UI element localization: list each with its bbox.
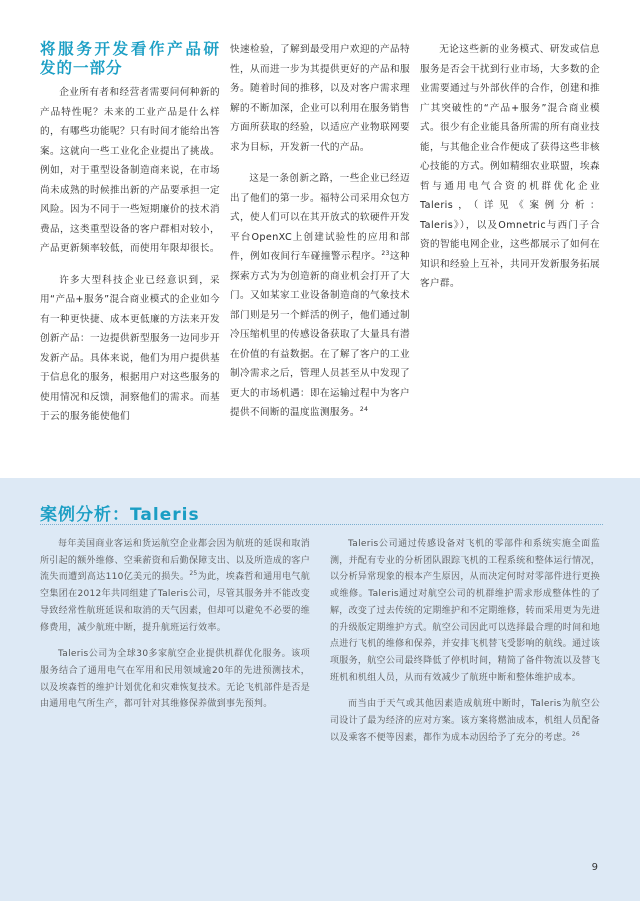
paragraph: Taleris公司为全球30多家航空企业提供机群优化服务。该项服务结合了通用电气在军用和民用领域逾20年的先进预测技术，以及埃森哲的维护计划优化和灾难恢复技术。无论飞机部件是否是由通用电气所生产，都可针对其维修保养做到事先预判。 (40, 649, 310, 710)
paragraph-text: 这是一条创新之路，一些企业已经迈出了他们的第一步。福特公司采用众包方式，使人们可以在其开放式的软硬件开发平台OpenXC上创建试验性的应用和部件，例如夜间行车碰撞警示程序。 (230, 173, 410, 262)
footnote-ref: 24 (359, 405, 369, 413)
paragraph-text: 这种探索方式为为创造新的商业机会打开了大门。又如某家工业设备制造商的气象技术部门则是另一个鲜活的例子，他们通过制冷压缩机里的传感设备获取了大量具有潜在价值的有益数据。在了解了客户的工业制冷需求之后，管理人员甚至从中发现了更大的市场机遇：即在运输过程中为客户提供不间断的温度监测服务。 (230, 251, 410, 418)
case-study-title: 案例分析：Taleris (40, 505, 200, 525)
paragraph-text: 为此，埃森哲和通用电气航空集团在2012年共同组建了Taleris公司，尽管其服务并不能改变导致经常性航班延误和取消的天气因素，但却可以避免不必要的维修费用，减少航班中断，提升航班运行效率。 (40, 572, 310, 633)
paragraph (330, 696, 600, 746)
case-study-column-right (330, 536, 600, 756)
paragraph (230, 169, 410, 423)
page-number: 9 (591, 862, 598, 873)
text-column-1 (40, 83, 220, 439)
paragraph: 快速检验，了解到最受用户欢迎的产品特性，从而进一步为其提供更好的产品和服务。随着时间的推移，以及对客户需求理解的不断加深，企业可以利用在服务销售方面所获取的经验，以适应产业物联网要求为目标，开发新一代的产品。 (230, 44, 410, 153)
footnote-ref: 25 (189, 570, 198, 578)
paragraph: 无论这些新的业务模式、研发或信息服务是否会干扰到行业市场，大多数的企业需要通过与外部伙伴的合作，创建和推广其突破性的“产品+服务”混合商业模式。很少有企业能具备所需的所有商业技能，与其他企业合作便成了获得这些非核心技能的方式。例如精细农业联盟，埃森哲与通用电气合资的机群优化企业Taleris，（详见《案例分析：Taleris》），以及Omnetric与西门子合资的智能电网企业，这些都展示了如何在知识和经验上互补，共同开发新服务拓展客户群。 (420, 44, 600, 289)
divider (40, 524, 603, 525)
paragraph-text: 每年美国商业客运和货运航空企业都会因为航班的延误和取消所引起的额外维修、空乘薪资和后勤保障支出、以及所造成的客户流失而遭到高达110亿美元的损失。 (40, 539, 310, 583)
paragraph (40, 536, 310, 636)
footnote-ref: 26 (571, 730, 581, 738)
case-study-column-left (40, 536, 310, 723)
footnote-ref: 23 (381, 249, 390, 257)
text-column-2 (230, 40, 410, 435)
paragraph-text: 而当由于天气或其他因素造成航班中断时，Taleris为航空公司设计了最为经济的应对方案。该方案将燃油成本，机组人员配备以及乘客不便等因素，都作为成本动因给予了充分的考虑。 (330, 699, 600, 743)
paragraph: 企业所有者和经营者需要问何种新的产品特性呢？未来的工业产品是什么样的，有哪些功能呢？只有时间才能给出答案。这就向一些工业化企业提出了挑战。例如，对于重型设备制造商来说，在市场尚未成熟的时候推出新的产品要承担一定风险。因为不同于一些短期廉价的技术消费品，这类重型设备的客户群相对较小，产品更新频率较低，而使用年限却很长。 (40, 87, 220, 254)
text-column-3 (420, 40, 600, 306)
section-heading: 将服务开发看作产品研发的一部分 (40, 40, 220, 77)
paragraph: 许多大型科技企业已经意识到，采用“产品+服务”混合商业模式的企业如今有一种更快捷、成本更低廉的方法来开发创新产品：一边提供新型服务一边同步开发新产品。具体来说，他们为用户提供基于信息化的服务，根据用户对这些服务的使用情况和反馈，洞察他们的需求。而基于云的服务能使他们 (40, 274, 220, 422)
paragraph: Taleris公司通过传感设备对飞机的零部件和系统实施全面监测，并配有专业的分析团队跟踪飞机的工程系统和整体运行情况，以分析异常现象的根本产生原因，从而决定何时对零部件进行更换或维修。Taleris通过对航空公司的机群维护需求形成整体性的了解，改变了过去传统的定期维护和不定期维修，转而采用更为先进的升级版定期维护方式。航空公司因此可以选择最合理的时间和地点进行飞机的维修和保养，并安排飞机替飞受影响的航线。通过该项服务，航空公司最终降低了停机时间，精简了备件物流以及替飞班机和机组人员，从而有效减少了航班中断和整体维护成本。 (330, 539, 600, 683)
